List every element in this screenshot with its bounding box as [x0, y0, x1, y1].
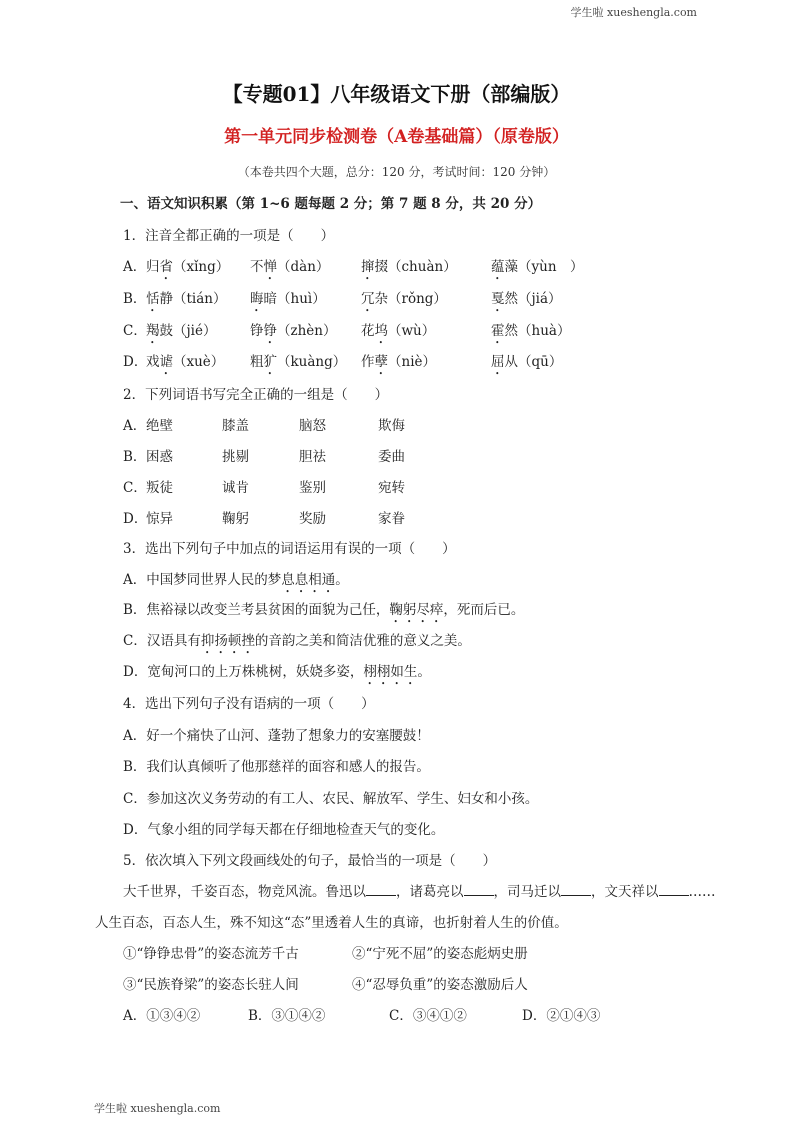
q2-option-a-word-3: 脑怒 — [299, 418, 326, 434]
q2-option-a-letter: A． — [123, 418, 147, 434]
q5-item-1: ①“铮铮忠骨”的姿态流芳千古 — [123, 946, 299, 962]
q2-option-b-letter: B． — [123, 449, 147, 465]
q2-option-b-word-1: 困惑 — [146, 449, 173, 465]
q4-option-c: C．参加这次义务劳动的有工人、农民、解放军、学生、妇女和小孩。 — [123, 791, 539, 807]
q1-option-a-word-3: 撺掇（chuàn） — [361, 259, 457, 275]
q5-stem: 5．依次填入下列文段画线处的句子，最恰当的一项是（ ） — [123, 853, 497, 869]
q3-option-d: D．宽甸河口的上万株桃树，妖娆多姿，栩栩如生。 — [123, 664, 431, 680]
q2-option-c-word-2: 诚肯 — [222, 480, 249, 496]
q1-option-c-word-3: 花坞（wù） — [361, 323, 436, 339]
q1-option-d-word-2: 粗犷（kuàng） — [250, 354, 347, 370]
header-watermark: 学生啦 xueshengla.com — [570, 6, 697, 19]
q4-option-a: A．好一个痛快了山河、蓬勃了想象力的安塞腰鼓！ — [123, 728, 430, 744]
q2-option-a-word-2: 膝盖 — [222, 418, 249, 434]
q1-option-b-word-2: 晦暗（huì） — [250, 291, 326, 307]
q1-option-b-letter: B． — [123, 291, 147, 307]
q5-option-d: D．②①④③ — [522, 1008, 601, 1024]
q1-option-d-word-4: 屈从（qū） — [491, 354, 563, 370]
q2-option-d-word-3: 奖励 — [299, 511, 326, 527]
q1-option-d-word-1: 戏谑（xuè） — [146, 354, 225, 370]
q1-option-a-word-4: 蕴藻（yùn ） — [491, 259, 584, 275]
q4-option-b: B．我们认真倾听了他那慈祥的面容和感人的报告。 — [123, 759, 430, 775]
q2-option-d-letter: D． — [123, 511, 148, 527]
q3-stem: 3．选出下列句子中加点的词语运用有误的一项（ ） — [123, 541, 456, 557]
footer-watermark: 学生啦 xueshengla.com — [94, 1102, 221, 1115]
q3-option-b: B．焦裕禄以改变兰考县贫困的面貌为己任，鞠躬尽瘁，死而后已。 — [123, 602, 525, 618]
page-title: 【专题01】八年级语文下册（部编版） — [222, 82, 571, 106]
q1-option-c-word-2: 铮铮（zhèn） — [250, 323, 337, 339]
q2-option-d-word-1: 惊异 — [146, 511, 173, 527]
q5-item-3: ③“民族脊梁”的姿态长驻人间 — [123, 977, 299, 993]
q2-option-b-word-3: 胆祛 — [299, 449, 326, 465]
q2-stem: 2．下列词语书写完全正确的一组是（ ） — [123, 387, 389, 403]
q3-option-a: A．中国梦同世界人民的梦息息相通。 — [123, 572, 349, 588]
q5-item-4: ④“忍辱负重”的姿态激励后人 — [352, 977, 528, 993]
q1-option-a-word-1: 归省（xǐng） — [146, 259, 230, 275]
q1-option-c-word-4: 霍然（huà） — [491, 323, 571, 339]
q2-option-c-letter: C． — [123, 480, 147, 496]
q2-option-b-word-2: 挑剔 — [222, 449, 249, 465]
q1-option-b-word-3: 冗杂（rǒng） — [361, 291, 447, 307]
page-subtitle: 第一单元同步检测卷（A卷基础篇）（原卷版） — [224, 127, 569, 147]
q2-option-a-word-4: 欺侮 — [378, 418, 405, 434]
q1-option-a-word-2: 不惮（dàn） — [250, 259, 330, 275]
exam-note: （本卷共四个大题，总分：120 分，考试时间：120 分钟） — [237, 165, 556, 179]
q2-option-a-word-1: 绝壁 — [146, 418, 173, 434]
q2-option-c-word-1: 叛徒 — [146, 480, 173, 496]
q1-option-c-letter: C． — [123, 323, 147, 339]
q2-option-c-word-4: 宛转 — [378, 480, 405, 496]
q5-option-b: B．③①④② — [248, 1008, 326, 1024]
q3-option-c: C．汉语具有抑扬顿挫的音韵之美和简洁优雅的意义之美。 — [123, 633, 471, 649]
section-heading: 一、语文知识积累（第 1~6 题每题 2 分；第 7 题 8 分，共 20 分） — [120, 196, 542, 212]
q1-option-b-word-1: 恬静（tián） — [146, 291, 227, 307]
q5-passage-line1: 大千世界，千姿百态，物竞风流。鲁迅以 ，诸葛亮以 ，司马迁以 ，文天祥以 …… — [123, 884, 716, 900]
q1-option-d-word-3: 作孽（niè） — [361, 354, 437, 370]
q2-option-d-word-4: 家眷 — [378, 511, 405, 527]
q1-stem: 1．注音全都正确的一项是（ ） — [123, 228, 335, 244]
q2-option-d-word-2: 鞠躬 — [222, 511, 249, 527]
q1-option-a-letter: A． — [123, 259, 147, 275]
q1-option-c-word-1: 羯鼓（jié） — [146, 323, 217, 339]
q1-option-b-word-4: 戛然（jiá） — [491, 291, 562, 307]
q2-option-b-word-4: 委曲 — [378, 449, 405, 465]
q5-item-2: ②“宁死不屈”的姿态彪炳史册 — [352, 946, 528, 962]
q2-option-c-word-3: 鉴别 — [299, 480, 326, 496]
q4-option-d: D．气象小组的同学每天都在仔细地检查天气的变化。 — [123, 822, 445, 838]
q5-option-c: C．③④①② — [389, 1008, 467, 1024]
q5-option-a: A．①③④② — [123, 1008, 201, 1024]
q5-passage-line2: 人生百态，百态人生，殊不知这“态”里透着人生的真谛，也折射着人生的价值。 — [95, 915, 568, 931]
q1-option-d-letter: D． — [123, 354, 148, 370]
q4-stem: 4．选出下列句子没有语病的一项（ ） — [123, 696, 375, 712]
